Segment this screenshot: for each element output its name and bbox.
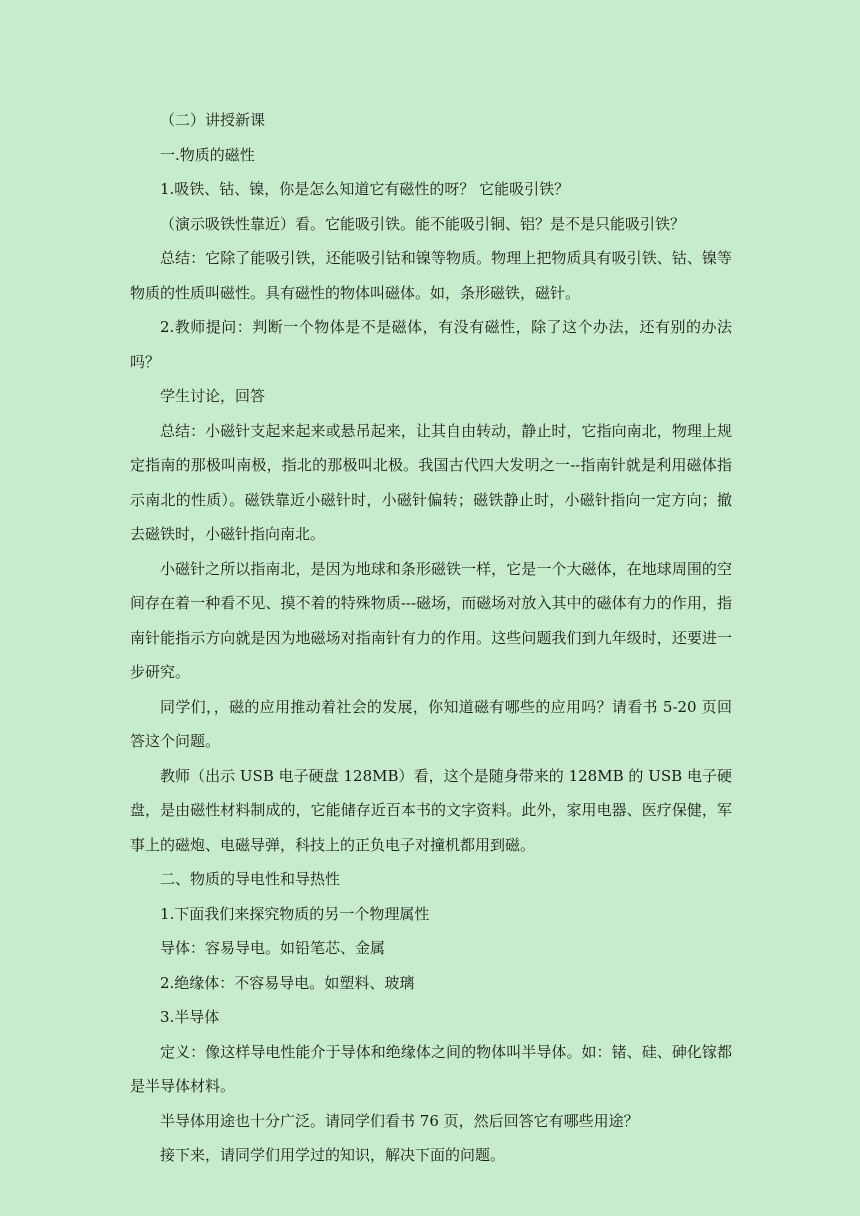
paragraph: 教师（出示 USB 电子硬盘 128MB）看，这个是随身带来的 128MB 的 USB 电子硬盘，是由磁性材料制成的，它能储存近百本书的文字资料。此外，家用电器、医疗保健，军事上的磁炮、电磁导弹，科技上的正负电子对撞机都用到磁。 bbox=[130, 766, 732, 854]
paragraph: （演示吸铁性靠近）看。它能吸引铁。能不能吸引铜、铝？是不是只能吸引铁？ bbox=[160, 214, 686, 233]
paragraph: 总结：它除了能吸引铁，还能吸引钴和镍等物质。物理上把物质具有吸引铁、钴、镍等物质的性质叫磁性。具有磁性的物体叫磁体。如，条形磁铁，磁针。 bbox=[130, 249, 732, 302]
paragraph: 1.下面我们来探究物质的另一个物理属性 bbox=[160, 904, 430, 923]
paragraph: 1.吸铁、钴、镍，你是怎么知道它有磁性的呀？ 它能吸引铁？ bbox=[160, 180, 570, 198]
paragraph: 同学们，，磁的应用推动着社会的发展，你知道磁有哪些的应用吗？请看书 5-20 页回答这个问题。 bbox=[130, 697, 732, 750]
document-body bbox=[130, 103, 732, 1173]
paragraph: 学生讨论，回答 bbox=[160, 387, 266, 405]
paragraph: 定义：像这样导电性能介于导体和绝缘体之间的物体叫半导体。如：锗、硅、砷化镓都是半导体材料。 bbox=[130, 1042, 732, 1095]
subsection-heading: 一.物质的磁性 bbox=[160, 145, 255, 164]
paragraph: 半导体用途也十分广泛。请同学们看书 76 页，然后回答它有哪些用途？ bbox=[160, 1111, 639, 1130]
paragraph: 接下来，请同学们用学过的知识，解决下面的问题。 bbox=[160, 1146, 506, 1164]
section-heading: （二）讲授新课 bbox=[160, 111, 266, 129]
paragraph: 3.半导体 bbox=[160, 1008, 220, 1026]
paragraph: 小磁针之所以指南北，是因为地球和条形磁铁一样，它是一个大磁体，在地球周围的空间存在着一种看不见、摸不着的特殊物质---磁场，而磁场对放入其中的磁体有力的作用，指南针能指示方向就是因为地磁场对指南针有力的作用。这些问题我们到九年级时，还要进一步研究。 bbox=[130, 559, 732, 681]
subsection-heading: 二、物质的导电性和导热性 bbox=[160, 870, 341, 888]
paragraph: 2.教师提问：判断一个物体是不是磁体，有没有磁性，除了这个办法，还有别的办法吗？ bbox=[130, 318, 732, 371]
paragraph: 导体：容易导电。如铅笔芯、金属 bbox=[160, 939, 386, 957]
paragraph: 总结：小磁针支起来起来或悬吊起来，让其自由转动，静止时，它指向南北，物理上规定指南的那极叫南极，指北的那极叫北极。我国古代四大发明之一--指南针就是利用磁体指示南北的性质）。磁铁靠近小磁针时，小磁针偏转；磁铁静止时，小磁针指向一定方向；撤去磁铁时，小磁针指向南北。 bbox=[130, 421, 732, 543]
paragraph: 2.绝缘体：不容易导电。如塑料、玻璃 bbox=[160, 973, 415, 992]
